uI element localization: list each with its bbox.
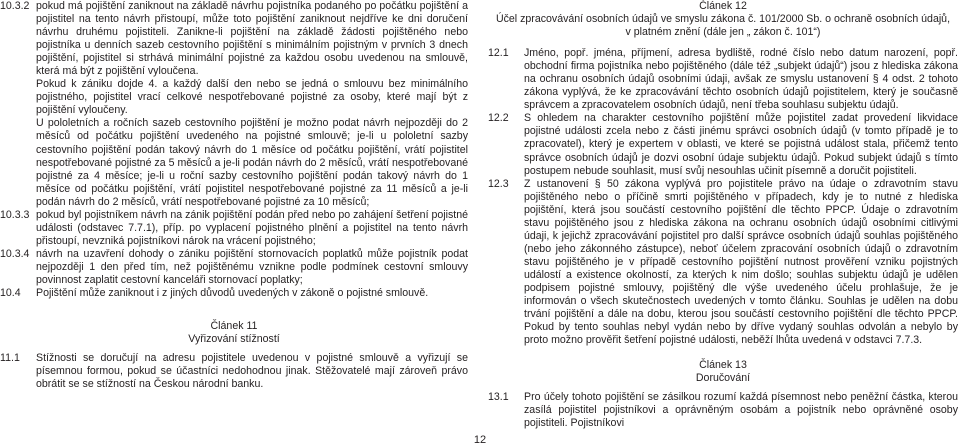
article-number: Článek 12	[699, 0, 747, 12]
paragraph-10-4	[0, 287, 468, 300]
paragraph-number: 10.3.2	[0, 0, 30, 12]
paragraph-number: 11.1	[0, 352, 20, 365]
paragraph-10-3-3	[0, 209, 468, 248]
paragraph-text: Pokud k zániku dojde 4. a každý další den nebo se jedná o smlouvu bez minimálního pojistného, pojistitel vrací celkové nespotřebované pojistné za osoby, které mají být z pojištění vyloučeny.	[36, 78, 468, 117]
article-title: Vyřizování stížností	[188, 333, 280, 346]
paragraph-10-3-2	[0, 0, 468, 209]
paragraph-number: 12.1	[488, 47, 509, 60]
left-column	[0, 0, 468, 391]
paragraph-number: 10.3.4	[0, 247, 30, 260]
article-number: Článek 13	[699, 359, 747, 372]
paragraph-number: 12.3	[488, 177, 509, 190]
paragraph-text: pokud má pojištění zaniknout na základě návrhu pojistníka podaného po počátku pojištění a pojistitel na tento návrh přistoupí, může toto pojištění zaniknout nejdříve ke dni doručení návrhu druhému pojistiteli. Zanikne-li pojištění na základě žádosti pojištěného nebo pojistníka u denních sazeb cestovního pojištění s minimálním pojistným v prvních 3 dnech pojištění, pojistitel si strhává minimální pojistné za každou osobu uvedenou na smlouvě, která má být z pojištění vyloučena.	[36, 0, 468, 78]
article-11-heading	[0, 320, 468, 346]
paragraph-10-3-4	[0, 248, 468, 287]
article-title: v platném znění (dále jen „ zákon č. 101“)	[625, 26, 821, 39]
paragraph-text: S ohledem na charakter cestovního pojištění může pojistitel zadat provedení likvidace pojistné události zcela nebo z části jinému správci osobních údajů (v tomto případě je to zpracovatel), který je expertem v oblasti, ve které se pojistná událost stala, přičemž tento správce osobních údajů je dozvi osobní údaje subjektu údajů. Pokud subjekt údajů s tímto postupem nebude souhlasit, musí svůj nesouhlas učinit písemně a doručit pojistiteli.	[524, 112, 958, 177]
paragraph-text: pokud byl pojistníkem návrh na zánik pojištění podán před nebo po zahájení šetření pojistné události (odstavec 7.7.1), příp. po vyplacení pojistného plnění a pojistitel na tento návrh přistoupí, nevzniká pojistníkovi nárok na vrácení pojistného;	[36, 208, 468, 247]
paragraph-number: 10.3.3	[0, 208, 30, 221]
article-title: Účel zpracovávání osobních údajů ve smyslu zákona č. 101/2000 Sb. o ochraně osobních údajů,	[495, 13, 951, 26]
paragraph-text: Pro účely tohoto pojištění se zásilkou rozumí každá písemnost nebo peněžní částka, kterou zasílá pojistitel pojistníkovi a oprávněným osobám a pojistník nebo oprávněné osoby pojistiteli. Pojistníkovi	[524, 391, 958, 430]
paragraph-text: Z ustanovení § 50 zákona vyplývá pro pojistitele právo na údaje o zdravotním stavu pojištěného nebo o příčině smrti pojištěného v případech, kdy je to nutné z hlediska pojištění, která jsou součástí cestovního pojištění dle těchto PPCP. Údaje o zdravotním stavu pojištěného jsou z hlediska zákona na ochranu osobních údajů osobními citlivými údaji, k jejichž zpracovávání pojistitel pro další správce osobních údajů souhlas pojištěného (nebo jeho zákonného zástupce), neboť účelem zpracování osobních údajů o zdravotním stavu pojištěného je v případě cestovního pojištění nutnost prověření vzniku pojistných událostí a existence okolností, za kterých k nim došlo; souhlas subjektu údajů je udělen podpisem pojistné smlouvy, pojištěný dle výše uvedeného účelu prohlašuje, že je informován o všech skutečnostech uvedených v tomto článku. Souhlas je udělen na dobu trvání pojištění a dále na dobu, kterou jsou součástí cestovního pojištění dle těchto PPCP. Pokud by tento souhlas nebyl vydán nebo by dříve vydaný souhlas odvolán a nebylo by proto možno prověřit šetření pojistné události, neběží lhůta uvedená v odstavci 7.7.3.	[524, 177, 958, 347]
article-13-heading	[488, 359, 958, 385]
paragraph-11-1	[0, 352, 468, 391]
paragraph-text: U pololetních a ročních sazeb cestovního pojištění je možno podat návrh nejpozději do 2 měsíců od počátku pojištění uvedeného na pojistné smlouvě; je-li u pololetní sazby cestovního pojištění podán takový návrh do 1 měsíce od počátku pojištění, vrátí pojistitel nespotřebované pojistné za 5 měsíců a je-li podán návrh do 2 měsíců, vrátí nespotřebované pojistné za 4 měsíce; je-li u roční sazby cestovního pojištění podán takový návrh do 1 měsíce od počátku pojištění, vrátí pojistitel nespotřebované pojistné za 11 měsíců a je-li podán návrh do 2 měsíců, vrátí nespotřebované pojistné za 10 měsíců;	[36, 117, 468, 208]
paragraph-text: Stížnosti se doručují na adresu pojistitele uvedenou v pojistné smlouvě a vyřizují se písemnou formou, pokud se účastníci nedohodnou jinak. Stěžovatelé mají zároveň právo obrátit se se stížností na Českou národní banku.	[36, 352, 468, 391]
paragraph-number: 10.4	[0, 287, 21, 300]
paragraph-text: Pojištění může zaniknout i z jiných důvodů uvedených v zákoně o pojistné smlouvě.	[36, 287, 429, 300]
paragraph-text: návrh na uzavření dohody o zániku pojištění stornovacích poplatků může pojistník podat nejpozději 1 den před tím, než pojištěnému vznikne podle podmínek cestovní smlouvy povinnost zaplatit cestovní kanceláři stornovací poplatky;	[36, 247, 468, 286]
paragraph-number: 13.1	[488, 391, 509, 404]
paragraph-12-3	[488, 178, 958, 348]
paragraph-text: Jméno, popř. jména, příjmení, adresa bydliště, rodné číslo nebo datum narození, popř. obchodní firma pojistníka nebo pojištěného (dále též „subjekt údajů“) jsou z hlediska zákona na ochranu osobních údajů osobními údaji, avšak ze smyslu ustanovení § 4 odst. 2 tohoto zákona vyplývá, že ke zpracovávání těchto osobních údajů pojistitelem, který je současně správcem a zpracovatelem osobních údajů, není třeba souhlasu subjektu údajů.	[524, 47, 958, 112]
paragraph-12-2	[488, 112, 958, 177]
right-column	[488, 0, 958, 430]
paragraph-number: 12.2	[488, 112, 509, 125]
article-number: Článek 11	[210, 320, 258, 333]
paragraph-13-1	[488, 391, 958, 430]
article-12-heading	[488, 0, 958, 39]
page-number: 12	[473, 434, 487, 446]
paragraph-12-1	[488, 47, 958, 112]
article-title: Doručování	[695, 372, 751, 385]
